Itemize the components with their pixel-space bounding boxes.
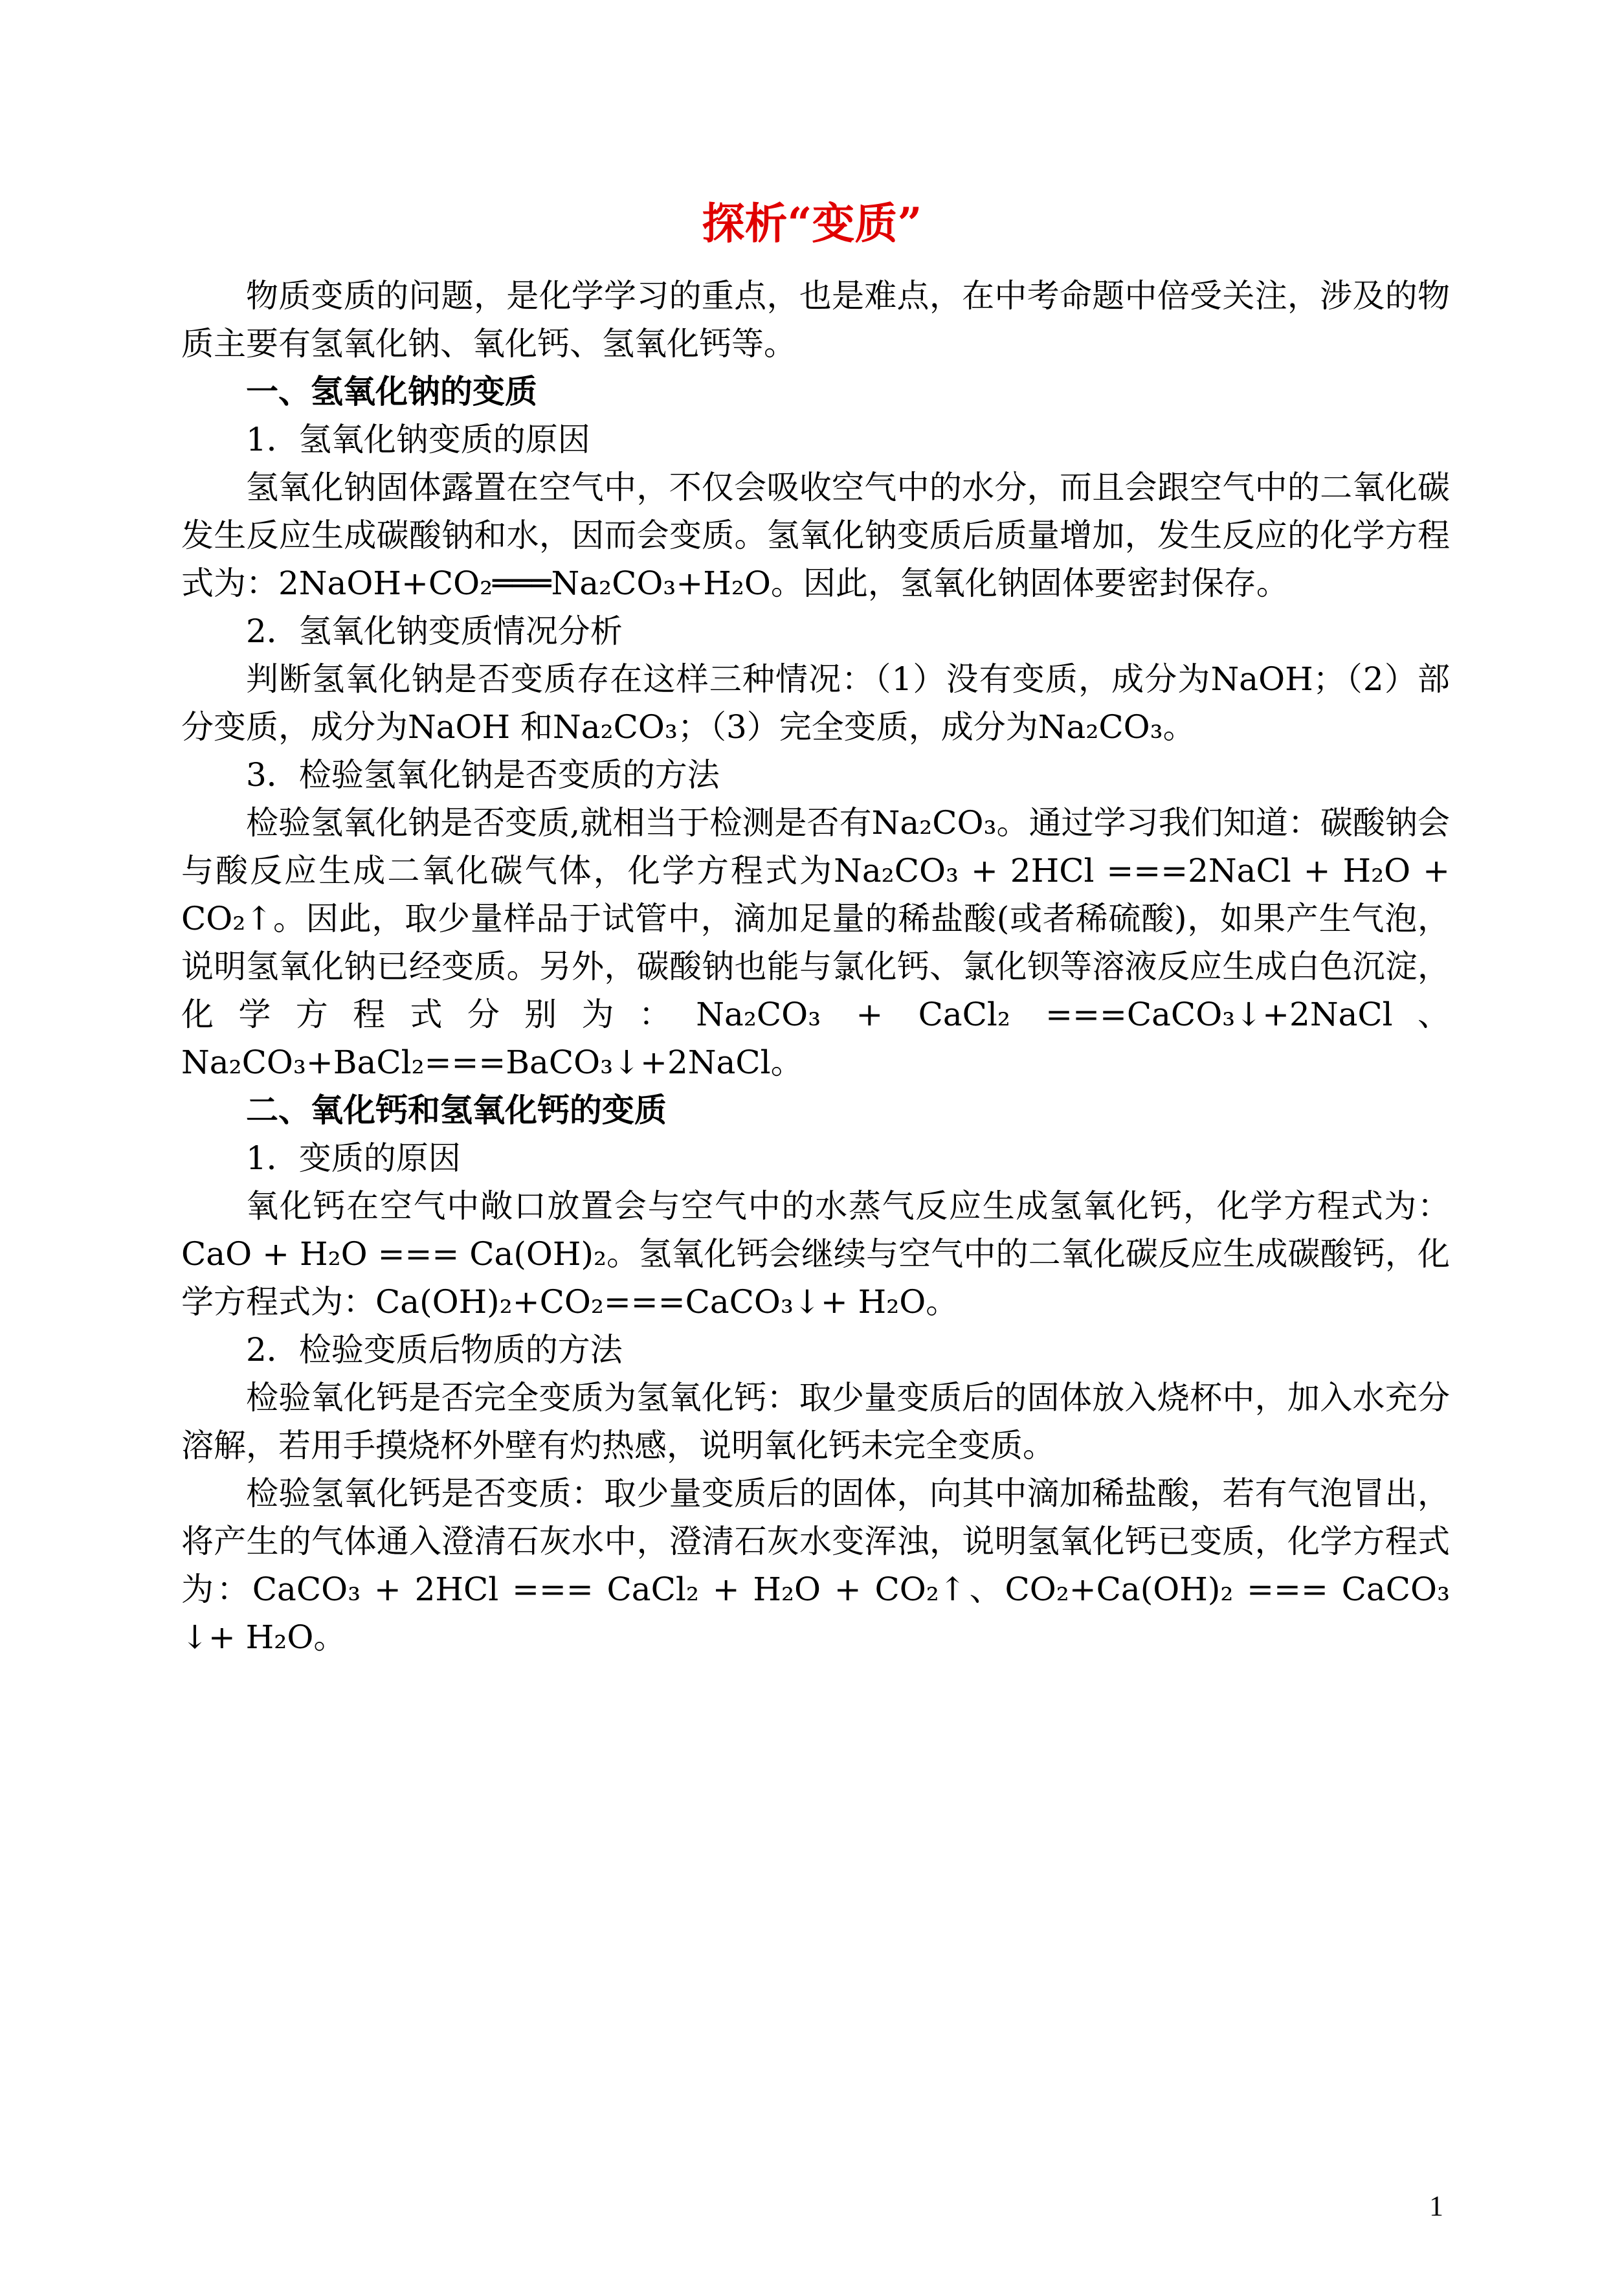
- subheading-cao-cause: 1．变质的原因: [246, 1139, 461, 1177]
- document-body: [181, 272, 1450, 1661]
- section-heading-cao: 二、氧化钙和氢氧化钙的变质: [246, 1091, 667, 1129]
- subheading-naoh-analysis: 2．氢氧化钠变质情况分析: [246, 612, 623, 650]
- paragraph-naoh-analysis: 判断氢氧化钠是否变质存在这样三种情况：（1）没有变质，成分为NaOH；（2）部分变质，成分为NaOH 和Na₂CO₃；（3）完全变质，成分为Na₂CO₃。: [181, 660, 1450, 746]
- intro-paragraph: 物质变质的问题，是化学学习的重点，也是难点，在中考命题中倍受关注，涉及的物质主要有氢氧化钠、氧化钙、氢氧化钙等。: [181, 277, 1450, 363]
- paragraph-naoh-test: 检验氢氧化钠是否变质,就相当于检测是否有Na₂CO₃。通过学习我们知道：碳酸钠会与酸反应生成二氧化碳气体，化学方程式为Na₂CO₃ + 2HCl ===2NaCl + H₂O + CO₂↑。因此，取少量样品于试管中，滴加足量的稀盐酸(或者稀硫酸)，如果产生气泡，说明氢氧化钠已经变质。另外，碳酸钠也能与氯化钙、氯化钡等溶液反应生成白色沉淀，化学方程式分别为：Na₂CO₃ + CaCl₂ ===CaCO₃↓+2NaCl、Na₂CO₃+BaCl₂===BaCO₃↓+2NaCl。: [181, 804, 1450, 1081]
- subheading-naoh-test: 3．检验氢氧化钠是否变质的方法: [246, 756, 720, 794]
- page-number: 1: [1429, 2190, 1443, 2222]
- subheading-naoh-cause: 1．氢氧化钠变质的原因: [246, 421, 590, 458]
- paragraph-caoh2-test: 检验氢氧化钙是否变质：取少量变质后的固体，向其中滴加稀盐酸，若有气泡冒出，将产生的气体通入澄清石灰水中，澄清石灰水变浑浊，说明氢氧化钙已变质，化学方程式为：CaCO₃ + 2HCl === CaCl₂ + H₂O + CO₂↑、CO₂+Ca(OH)₂ === CaCO₃ ↓+ H₂O。: [181, 1475, 1450, 1656]
- paragraph-cao-cause: 氧化钙在空气中敞口放置会与空气中的水蒸气反应生成氢氧化钙，化学方程式为：CaO + H₂O === Ca(OH)₂。氢氧化钙会继续与空气中的二氧化碳反应生成碳酸钙，化学方程式为：Ca(OH)₂+CO₂===CaCO₃↓+ H₂O。: [181, 1187, 1450, 1321]
- page-title: 探析“变质”: [702, 198, 922, 249]
- section-heading-naoh: 一、氢氧化钠的变质: [246, 372, 537, 410]
- subheading-cao-test: 2．检验变质后物质的方法: [246, 1331, 623, 1369]
- paragraph-naoh-cause: 氢氧化钠固体露置在空气中，不仅会吸收空气中的水分，而且会跟空气中的二氧化碳发生反应生成碳酸钠和水，因而会变质。氢氧化钠变质后质量增加，发生反应的化学方程式为：2NaOH+CO₂═══Na₂CO₃+H₂O。因此，氢氧化钠固体要密封保存。: [181, 469, 1450, 602]
- paragraph-cao-test: 检验氧化钙是否完全变质为氢氧化钙：取少量变质后的固体放入烧杯中，加入水充分溶解，若用手摸烧杯外壁有灼热感，说明氧化钙未完全变质。: [181, 1379, 1450, 1464]
